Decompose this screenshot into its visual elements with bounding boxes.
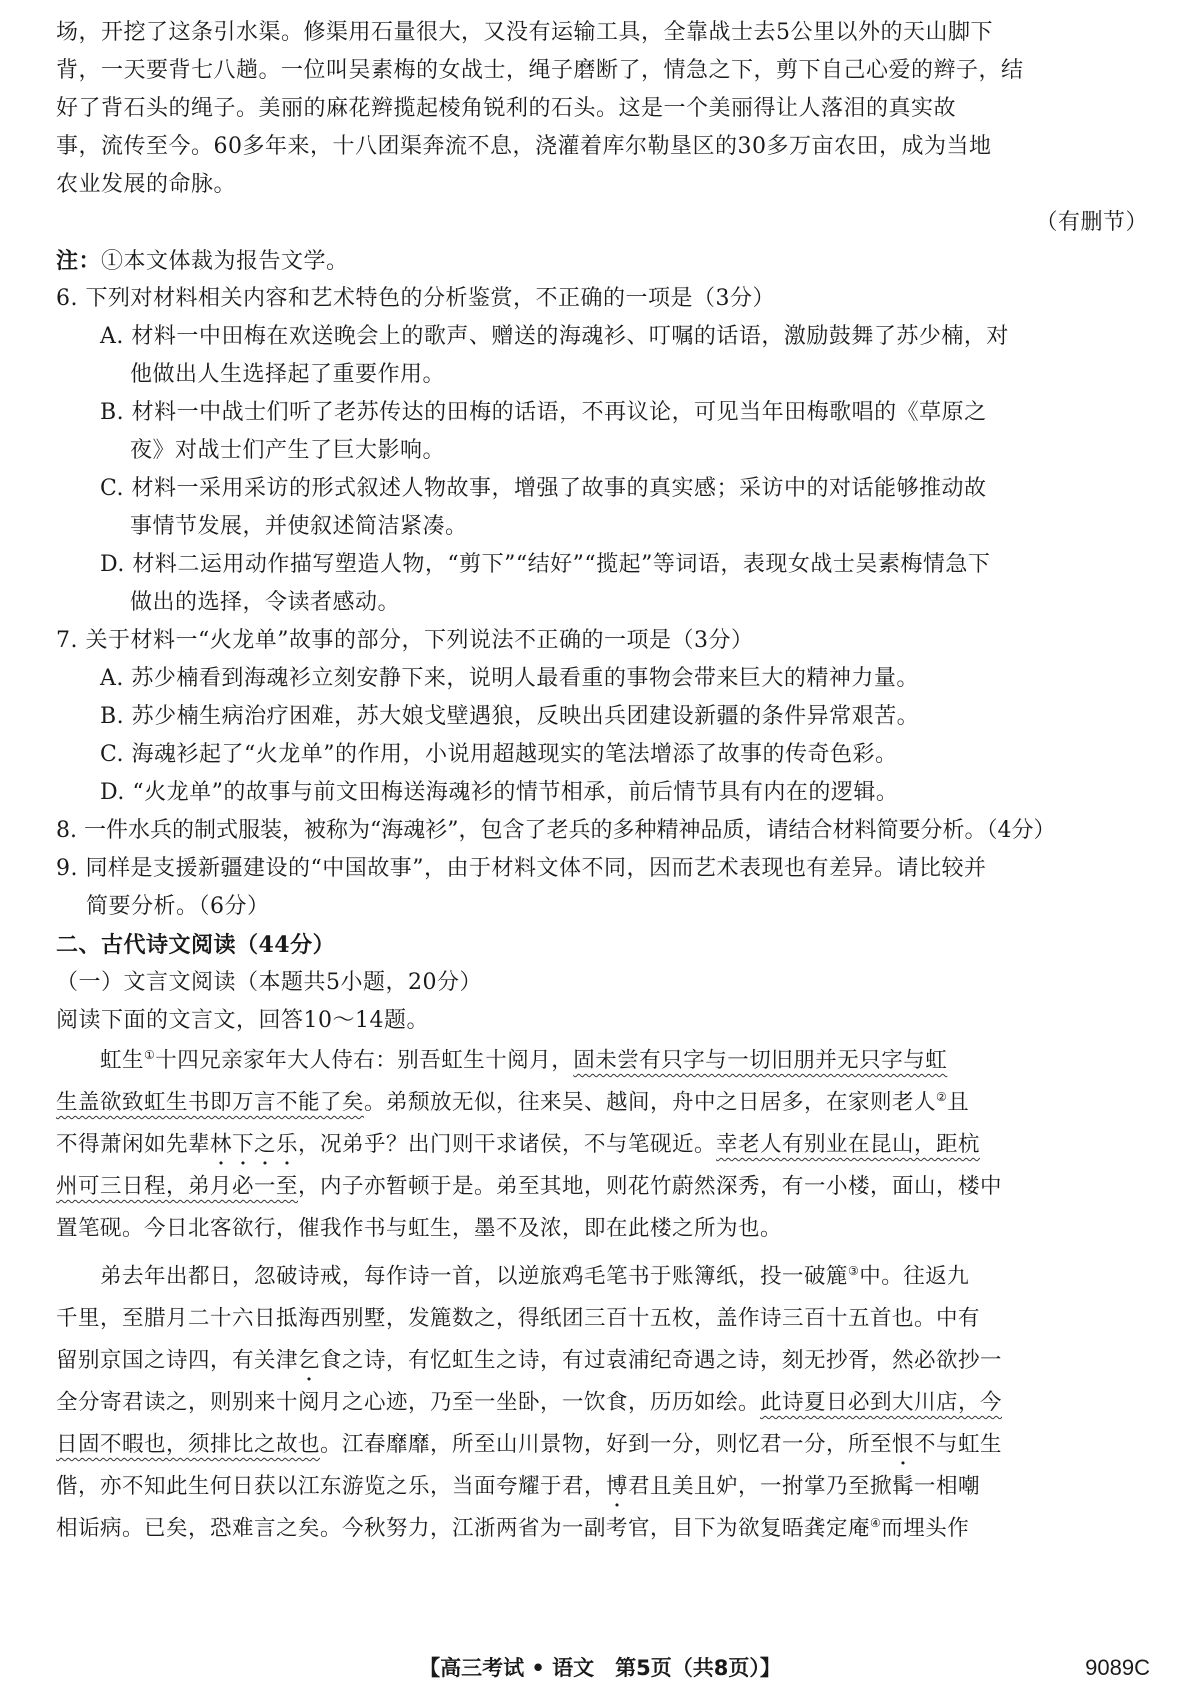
exam-page: [56, 14, 1150, 1550]
wavy-underlined-text: 此诗夏日必到大川店，今: [760, 1390, 1003, 1415]
passage-text: 十四兄亲家年大人侍右：别吾虹生十阅月，: [155, 1048, 574, 1073]
option-d: D. “火龙单”的故事与前文田梅送海魂衫的情节相承，前后情节具有内在的逻辑。: [100, 780, 899, 805]
wavy-underlined-text: 幸老人有别业在昆山，距杭: [716, 1132, 981, 1157]
question-stem: 6. 下列对材料相关内容和艺术特色的分析鉴赏，不正确的一项是（3分）: [56, 286, 775, 311]
dotted-emphasis-text: 乞: [298, 1348, 321, 1373]
footer-paper-code: 9089C: [1085, 1655, 1150, 1680]
classical-passage: [56, 1040, 1150, 1550]
passage-line: [56, 1256, 1150, 1298]
passage-text: 虹生: [100, 1048, 145, 1073]
wavy-underlined-text: 日固不暇也，须排比之故也: [56, 1432, 321, 1457]
option-d: D. 材料二运用动作描写塑造人物，“剪下”“结好”“揽起”等词语，表现女战士吴素梅情急下: [100, 552, 991, 577]
dotted-emphasis-text: 恨: [892, 1432, 915, 1457]
passage-text: 且: [947, 1090, 970, 1115]
passage-text: 君且美且妒，一拊掌乃至掀髯一相嘲: [628, 1474, 981, 1499]
wavy-underlined-text: 生盖欲致虹生书即万言不能了矣: [56, 1090, 365, 1115]
text-line: 背，一天要背七八趟。一位叫吴素梅的女战士，绳子磨断了，情急之下，剪下自己心爱的辫子，结: [56, 58, 1024, 83]
option-a-cont: 他做出人生选择起了重要作用。: [130, 362, 446, 387]
option-c-cont: 事情节发展，并使叙述简洁紧凑。: [130, 514, 468, 539]
wavy-underlined-text: 州可三日程，弟月必一至: [56, 1174, 299, 1199]
abridged-note: （有删节）: [1035, 210, 1148, 235]
footnote-label: 注：: [56, 248, 102, 274]
passage-line: [56, 1082, 1150, 1124]
option-c: C. 海魂衫起了“火龙单”的作用，小说用超越现实的笔法增添了故事的传奇色彩。: [100, 742, 898, 767]
passage-text: ，况弟乎？出门则干求诸侯，不与笔砚近。: [298, 1132, 717, 1157]
option-b: B. 材料一中战士们听了老苏传达的田梅的话语，不再议论，可见当年田梅歌唱的《草原之: [100, 400, 987, 425]
dotted-emphasis-text: 林下之乐: [210, 1132, 299, 1157]
dotted-emphasis-text: 博: [606, 1474, 629, 1499]
option-d-cont: 做出的选择，令读者感动。: [130, 590, 401, 615]
option-b: B. 苏少楠生病治疗困难，苏大娘戈壁遇狼，反映出兵团建设新疆的条件异常艰苦。: [100, 704, 920, 729]
text-line: 好了背石头的绳子。美丽的麻花辫揽起棱角锐利的石头。这是一个美丽得让人落泪的真实故: [56, 96, 957, 121]
footnote: [56, 242, 1150, 280]
passage-text: 而埋头作: [881, 1516, 970, 1541]
passage-text: 偕，亦不知此生何日获以江东游览之乐，当面夸耀于君，: [56, 1474, 607, 1499]
passage-line: 千里，至腊月二十六日抵海西别墅，发簏数之，得纸团三百十五枚，盖作诗三百十五首也。中有: [56, 1306, 981, 1331]
material2-tail: [56, 14, 1150, 204]
passage-text: 不与虹生: [914, 1432, 1003, 1457]
question-9-cont: 简要分析。（6分）: [86, 894, 270, 919]
passage-text: 不得萧闲如先辈: [56, 1132, 211, 1157]
passage-line: 置笔砚。今日北客欲行，催我作书与虹生，墨不及浓，即在此楼之所为也。: [56, 1216, 783, 1241]
option-a: A. 苏少楠看到海魂衫立刻安静下来，说明人最看重的事物会带来巨大的精神力量。: [100, 666, 919, 691]
passage-text: 。江春靡靡，所至山川景物，好到一分，则忆君一分，所至: [320, 1432, 893, 1457]
passage-text: 中。往返九: [859, 1264, 970, 1289]
subsection-title: （一）文言文阅读（本题共5小题，20分）: [56, 970, 482, 995]
wavy-underlined-text: 固未尝有只字与一切旧朋并无只字与虹: [573, 1048, 948, 1073]
footnote-mark: ①: [144, 1048, 156, 1062]
passage-text: ，内子亦暂顿于是。弟至其地，则花竹蔚然深秀，有一小楼，面山，楼中: [298, 1174, 1003, 1199]
passage-text: 弟去年出都日，忽破诗戒，每作诗一首，以逆旅鸡毛笔书于账簿纸，投一破簏: [100, 1264, 849, 1289]
passage-line: [56, 1382, 1150, 1424]
passage-line: [56, 1124, 1150, 1166]
footnote-text: ①本文体裁为报告文学。: [101, 249, 349, 274]
footnote-mark: ②: [936, 1090, 948, 1104]
text-line: 农业发展的命脉。: [56, 172, 237, 197]
passage-text: 全分寄君读之，则别来十阅月之心迹，乃至一坐卧，一饮食，历历如绘。: [56, 1390, 761, 1415]
footnote-mark: ④: [870, 1516, 882, 1530]
passage-line: [56, 1466, 1150, 1508]
option-b-cont: 夜》对战士们产生了巨大影响。: [130, 438, 446, 463]
option-a: A. 材料一中田梅在欢送晚会上的歌声、赠送的海魂衫、叮嘱的话语，激励鼓舞了苏少楠，对: [100, 324, 1009, 349]
question-7: [56, 622, 1150, 812]
text-line: 事，流传至今。60多年来，十八团渠奔流不息，浇灌着库尔勒垦区的30多万亩农田，成为当地: [56, 134, 992, 159]
footnote-mark: ③: [848, 1264, 860, 1278]
passage-text: 相诟病。已矣，恐难言之矣。今秋努力，江浙两省为一副考官，目下为欲复晤龚定庵: [56, 1516, 871, 1541]
question-stem: 7. 关于材料一“火龙单”故事的部分，下列说法不正确的一项是（3分）: [56, 628, 754, 653]
passage-text: 。弟颓放无似，往来吴、越间，舟中之日居多，在家则老人: [364, 1090, 937, 1115]
passage-text: 食之诗，有忆虹生之诗，有过袁浦纪奇遇之诗，刻无抄胥，然必欲抄一: [320, 1348, 1003, 1373]
question-9: 9. 同样是支援新疆建设的“中国故事”，由于材料文体不同，因而艺术表现也有差异。请比较并: [56, 856, 987, 881]
option-c: C. 材料一采用采访的形式叙述人物故事，增强了故事的真实感；采访中的对话能够推动故: [100, 476, 987, 501]
passage-line: [56, 1166, 1150, 1208]
passage-line: [56, 1340, 1150, 1382]
text-line: 场，开挖了这条引水渠。修渠用石量很大，又没有运输工具，全靠战士去5公里以外的天山脚下: [56, 20, 994, 45]
passage-line: [56, 1424, 1150, 1466]
page-footer: [0, 1648, 1200, 1688]
passage-line: [56, 1040, 1150, 1082]
section-title: 二、古代诗文阅读（44分）: [56, 932, 336, 958]
question-6: [56, 280, 1150, 622]
footer-page-info: 【高三考试 • 语文 第5页（共8页）】: [419, 1656, 781, 1680]
question-8: 8. 一件水兵的制式服装，被称为“海魂衫”，包含了老兵的多种精神品质，请结合材料简要分析。（4分）: [56, 818, 1056, 843]
instructions: 阅读下面的文言文，回答10～14题。: [56, 1008, 429, 1033]
passage-line: [56, 1508, 1150, 1550]
passage-text: 留别京国之诗四，有关津: [56, 1348, 299, 1373]
